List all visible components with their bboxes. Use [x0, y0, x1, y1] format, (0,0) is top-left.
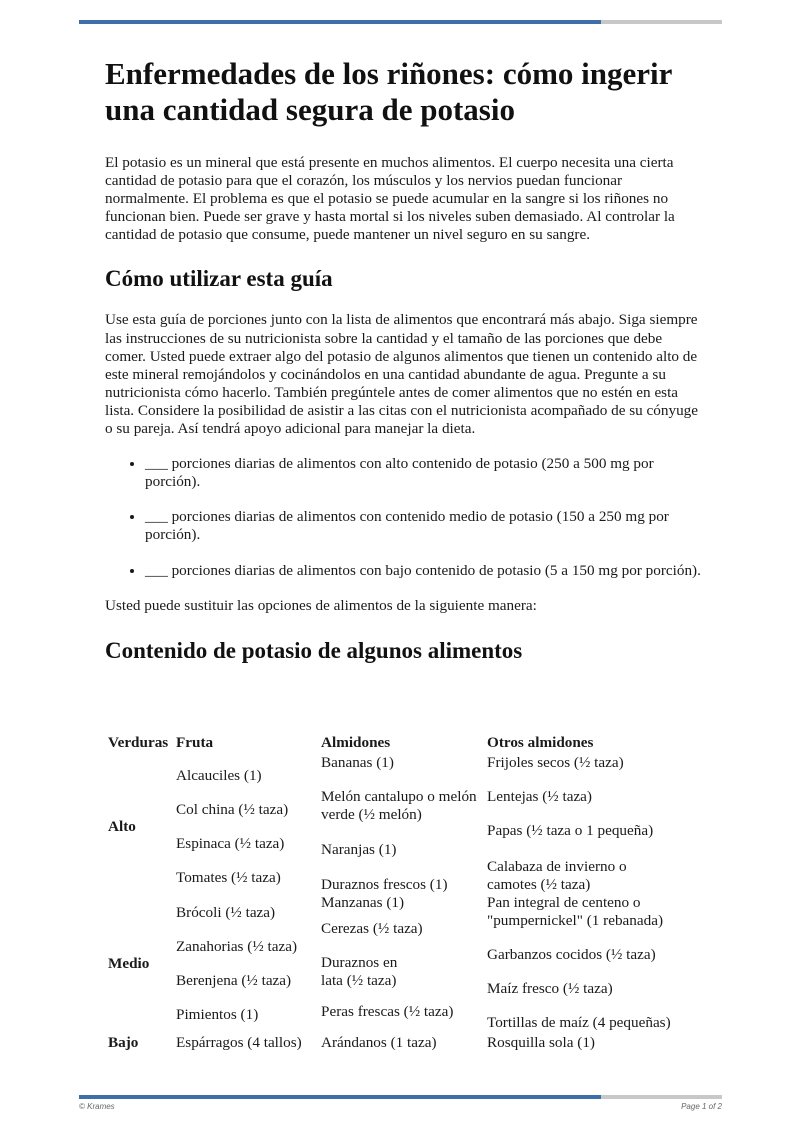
list-item: Manzanas (1)	[321, 894, 405, 911]
footer-progress-bar-fill	[79, 1095, 601, 1099]
portion-list	[105, 455, 705, 579]
list-item: Maíz fresco (½ taza)	[487, 980, 613, 997]
fruta-cell-bajo: Espárragos (4 tallos)	[176, 1034, 302, 1051]
list-item: Peras frescas (½ taza)	[321, 1003, 454, 1020]
otros-cell-alto	[484, 754, 673, 894]
intro-paragraph: El potasio es un mineral que está presente en muchos alimentos. El cuerpo necesita una cierta cantidad de potasio para que el corazón, los músculos y los nervios puedan funcionar normalmente. El problema es que el potasio se puede acumular en la sangre si los riñones no funcionan bien. Puede ser grave y hasta mortal si los niveles suben demasiado. Al controlar la cantidad de potasio que consume, puede mantener un nivel seguro en su sangre.	[105, 154, 675, 244]
almidones-cell-medio	[318, 894, 484, 1034]
header-otros-almidones: Otros almidones	[487, 734, 594, 751]
guide-heading: Cómo utilizar esta guía	[105, 266, 333, 292]
top-progress-bar-fill	[79, 20, 601, 24]
list-item: Berenjena (½ taza)	[176, 972, 292, 989]
almidones-cell-bajo: Arándanos (1 taza)	[321, 1034, 437, 1051]
level-label-bajo: Bajo	[108, 1034, 139, 1051]
list-item: Lentejas (½ taza)	[487, 788, 592, 805]
list-item: Naranjas (1)	[321, 841, 397, 858]
fruta-cell-alto	[173, 754, 318, 894]
list-item: Frijoles secos (½ taza)	[487, 754, 624, 771]
table-heading: Contenido de potasio de algunos alimentos	[105, 637, 523, 663]
header-fruta: Fruta	[176, 734, 214, 751]
header-verduras: Verduras	[108, 734, 169, 751]
footer-copyright: © Krames	[79, 1102, 115, 1111]
potassium-table	[105, 734, 673, 1052]
footer-progress-bar	[79, 1095, 722, 1099]
list-item: Col china (½ taza)	[176, 801, 289, 818]
list-item: Garbanzos cocidos (½ taza)	[487, 946, 656, 963]
list-item: Brócoli (½ taza)	[176, 904, 276, 921]
list-item: Duraznos frescos (1)	[321, 876, 448, 893]
list-item: Papas (½ taza o 1 pequeña)	[487, 822, 654, 839]
otros-cell-bajo: Rosquilla sola (1)	[487, 1034, 595, 1051]
list-item: Espinaca (½ taza)	[176, 835, 285, 852]
footer-page-number: Page 1 of 2	[681, 1102, 722, 1111]
top-progress-bar	[79, 20, 722, 24]
guide-paragraph: Use esta guía de porciones junto con la lista de alimentos que encontrará más abajo. Siga siempre las instrucciones de su nutricionista sobre la cantidad y el tamaño de las porciones que debe comer. Usted puede extraer algo del potasio de algunos alimentos que tienen un contenido alto de este mineral remojándolos y cocinándolos en una cantidad abundante de agua. Pregunte a su nutricionista cómo hacerlo. También pregúntele antes de comer alimentos que no estén en esta lista. Considere la posibilidad de asistir a las citas con el nutricionista acompañado de su cónyuge o su pareja. Así tendrá apoyo adicional para manejar la dieta.	[105, 311, 699, 438]
list-item-medium: • ___ porciones diarias de alimentos con contenido medio de potasio (150 a 250 mg por porción).	[145, 508, 705, 544]
list-item: Calabaza de invierno o camotes (½ taza)	[487, 858, 627, 893]
list-item: Tortillas de maíz (4 pequeñas)	[487, 1014, 671, 1031]
list-item: Alcauciles (1)	[176, 767, 262, 784]
list-item-high: • ___ porciones diarias de alimentos con alto contenido de potasio (250 a 500 mg por porción).	[145, 455, 705, 491]
list-item: Tomates (½ taza)	[176, 869, 281, 886]
header-almidones: Almidones	[321, 734, 391, 751]
table-row	[105, 754, 673, 894]
otros-cell-medio	[484, 894, 673, 1034]
list-item: Melón cantalupo o melón verde (½ melón)	[321, 788, 477, 823]
list-item: Cerezas (½ taza)	[321, 920, 423, 937]
list-item: Zanahorias (½ taza)	[176, 938, 298, 955]
list-item: Pimientos (1)	[176, 1006, 259, 1023]
list-item: Bananas (1)	[321, 754, 394, 771]
table-row	[105, 1034, 673, 1052]
level-label-alto: Alto	[108, 818, 136, 835]
table-row	[105, 894, 673, 1034]
document-body	[105, 56, 705, 683]
level-label-medio: Medio	[108, 955, 150, 972]
list-item: Duraznos en lata (½ taza)	[321, 954, 398, 989]
page-title: Enfermedades de los riñones: cómo ingerir una cantidad segura de potasio	[105, 56, 672, 127]
table-header-row	[105, 734, 673, 754]
substitute-paragraph: Usted puede sustituir las opciones de alimentos de la siguiente manera:	[105, 596, 537, 614]
list-item-low: • ___ porciones diarias de alimentos con bajo contenido de potasio (5 a 150 mg por porción).	[145, 562, 705, 580]
list-item: Pan integral de centeno o "pumpernickel" (1 rebanada)	[487, 894, 664, 929]
fruta-cell-medio	[173, 894, 318, 1034]
almidones-cell-alto	[318, 754, 484, 894]
